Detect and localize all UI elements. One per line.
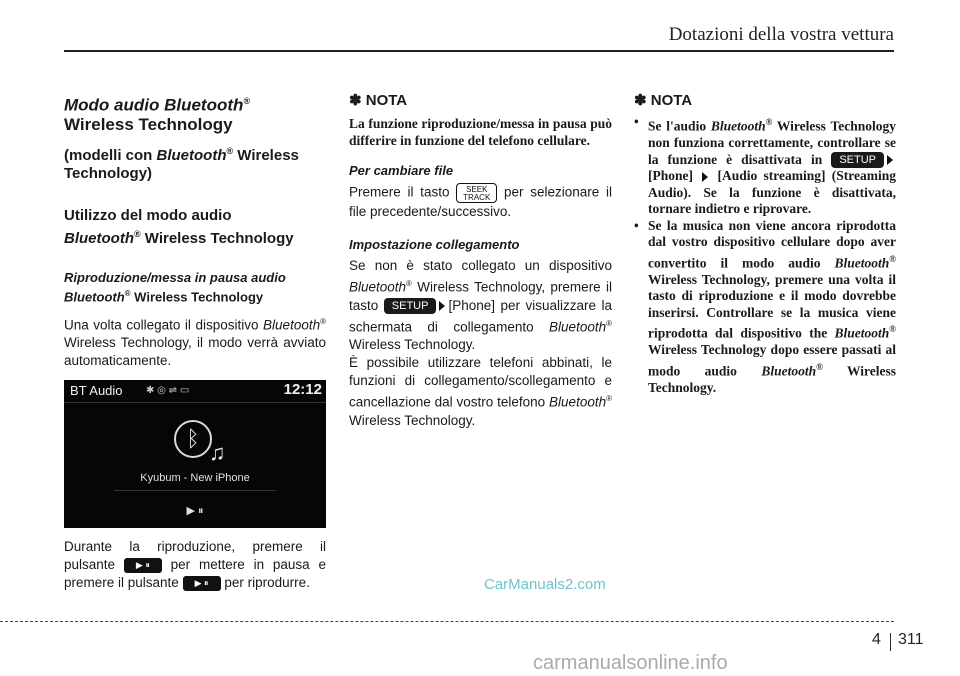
chapter-number: 4 [872,631,881,648]
arrow-right-icon-2 [887,155,893,165]
header-rule [64,50,894,52]
column-2 [349,92,612,430]
pause-heading-line2: Bluetooth® Wireless Technology [64,288,264,304]
watermark-text: CarManuals2.com [484,576,606,593]
note-heading: ✽ NOTA [349,92,408,109]
screen-play-pause-icon: ▶ ⏸ [186,505,204,518]
column-3 [634,92,896,396]
usage-heading: Utilizzo del modo audio [64,206,232,224]
pause-heading: Riproduzione/messa in pausa audio [64,269,286,285]
screen-divider [64,402,326,403]
connection-body-2: È possibile utilizzare telefoni abbinati, le funzioni di collegamento/scollegamento e cancellazione dal vostro telefono Bluetooth® Wireless Technology. [349,355,612,428]
seek-track-button: SEEK TRACK [456,183,497,203]
change-file-heading: Per cambiare file [349,163,454,178]
footer-site-watermark: carmanualsonline.info [533,652,728,674]
change-file-body: Premere il tasto SEEK TRACK per selezionare il file precedente/successivo. [349,184,612,219]
play-pause-button-2: ▶ ⏸ [183,576,221,591]
screen-clock: 12:12 [283,381,322,399]
pause-body: Una volta collegato il dispositivo Bluetooth® Wireless Technology, il modo verrà avviato automaticamente. [64,316,326,369]
screen-title: BT Audio [70,383,123,399]
note-item-1: • Se l'audio Bluetooth® Wireless Technology non funziona correttamente, controllare se la funzione è disattivata in SETUP[Phone] [Audio streaming] (Streaming Audio). Se la funzione è disattivata, tornare indietro e riprovare. [634,114,896,218]
play-pause-button: ▶ ⏸ [124,558,162,573]
page-number: 311 [898,631,924,648]
connection-body: Se non è stato collegato un dispositivo Bluetooth® Wireless Technology, premere il tasto SETUP [Phone] per visualizzare la schermata di collegamento Bluetooth® Wireless Technology. [349,258,612,352]
header-title: Dotazioni della vostra vettura [668,24,894,45]
section-title: Modo audio Bluetooth® [64,95,251,115]
note-body: La funzione riproduzione/messa in pausa può differire in funzione del telefono cellulare. [349,116,612,148]
screen-device-divider [114,490,276,491]
music-note-icon: ♫ [209,440,226,466]
footer-separator [890,633,891,651]
note-list [634,114,896,396]
column-1 [64,92,326,592]
connection-heading: Impostazione collegamento [349,237,520,252]
during-body: Durante la riproduzione, premere il pulsante ▶ ⏸ per mettere in pausa e premere il pulsante ▶ ⏸ per riprodurre. [64,539,326,591]
setup-button: SETUP [384,298,437,314]
arrow-right-icon [439,301,445,311]
note-item-2: • Se la musica non viene ancora riprodotta dal vostro dispositivo cellulare dopo aver convertito il modo audio Bluetooth® Wireless Technology, premere una volta il tasto di riproduzione e il modo dovrebbe inserirsi. Controllare se la musica viene riprodotta dal dispositivo the Bluetooth® Wireless Technology dopo essere passati al modo audio Bluetooth® Wireless Technology. [634,218,896,397]
bluetooth-icon: ᛒ [174,420,212,458]
usage-heading-line2: Bluetooth® Wireless Technology [64,228,294,247]
bt-audio-screen [64,380,326,528]
footer-rule [0,621,894,622]
section-title-line2: Wireless Technology [64,114,233,134]
screen-device-name: Kyubum - New iPhone [140,472,250,485]
screen-status-icons: ✱ ◎ ⇌ ▭ [146,385,190,397]
arrow-right-icon-3 [702,172,708,182]
section-models: (modelli con Bluetooth® Wireless Technology) [64,145,299,182]
setup-button-2: SETUP [831,152,884,168]
note-heading-2: ✽ NOTA [634,92,693,109]
